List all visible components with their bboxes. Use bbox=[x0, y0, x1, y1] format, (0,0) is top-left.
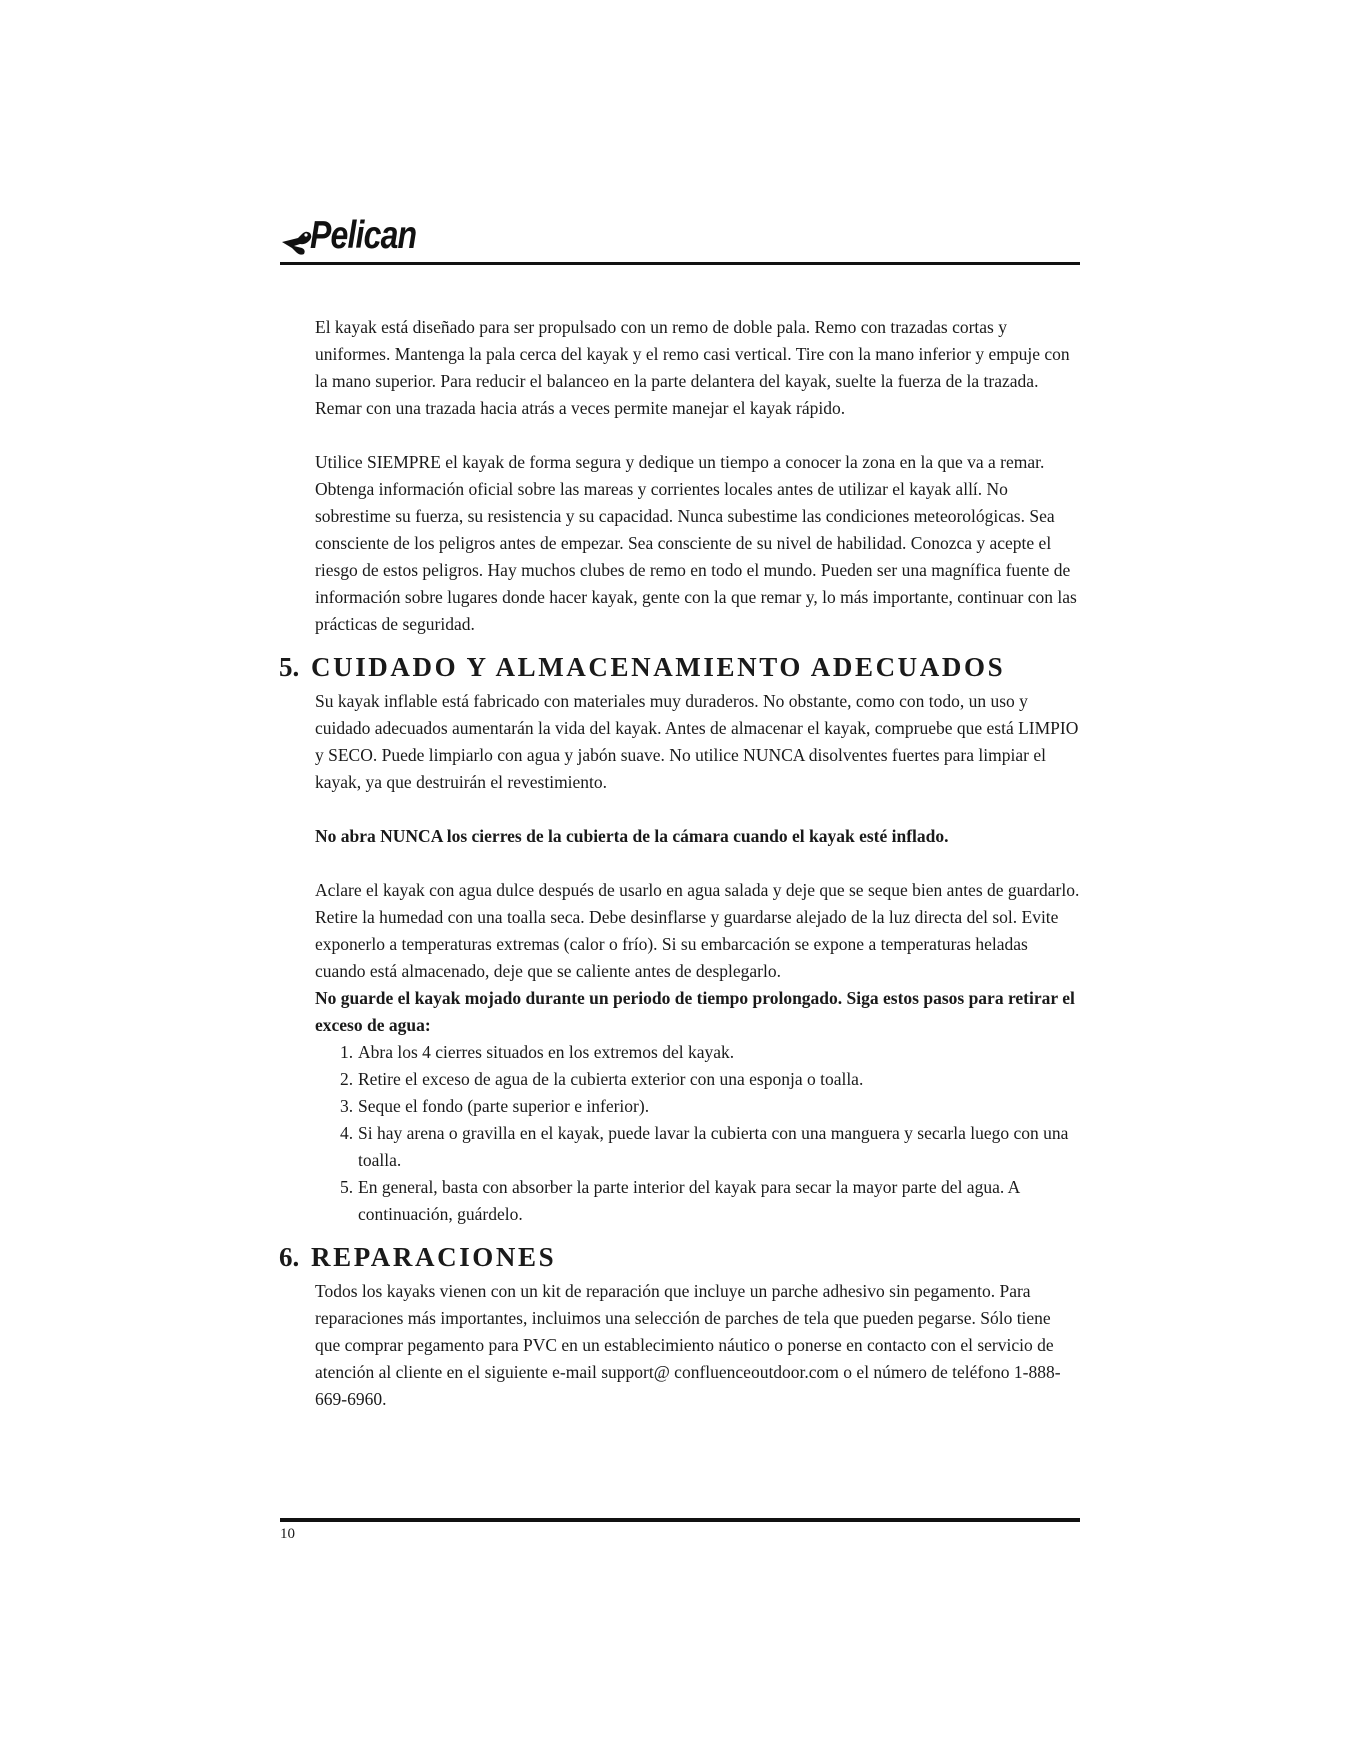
section-heading bbox=[279, 650, 1044, 684]
warning-text: No guarde el kayak mojado durante un periodo de tiempo prolongado. Siga estos pasos para retirar el exceso de agua: bbox=[315, 988, 1075, 1035]
drying-steps-list bbox=[315, 1039, 1080, 1228]
section-title: REPARACIONES bbox=[311, 1242, 557, 1272]
page-content bbox=[279, 314, 1080, 1413]
section-number: 5. bbox=[279, 652, 300, 682]
section-heading bbox=[279, 1240, 1044, 1274]
list-item: 4. Si hay arena o gravilla en el kayak, puede lavar la cubierta con una manguera y secarla luego con una toalla. bbox=[340, 1123, 1069, 1170]
section-number: 6. bbox=[279, 1242, 300, 1272]
section-paragraph: Su kayak inflable está fabricado con materiales muy duraderos. No obstante, como con todo, un uso y cuidado adecuados aumentarán la vida del kayak. Antes de almacenar el kayak, compruebe que está LIMPIO y SECO. Puede limpiarlo con agua y jabón suave. No utilice NUNCA disolventes fuertes para limpiar el kayak, ya que destruirán el revestimiento. bbox=[315, 691, 1079, 792]
warning-text: No abra NUNCA los cierres de la cubierta de la cámara cuando el kayak esté inflado. bbox=[315, 826, 949, 846]
section-title: CUIDADO Y ALMACENAMIENTO ADECUADOS bbox=[311, 652, 1006, 682]
logo-wordmark: Pelican bbox=[310, 214, 417, 257]
page-header bbox=[280, 214, 1080, 264]
list-item: 2. Retire el exceso de agua de la cubierta exterior con una esponja o toalla. bbox=[340, 1069, 864, 1089]
footer-divider bbox=[280, 1518, 1080, 1522]
list-item: 1. Abra los 4 cierres situados en los extremos del kayak. bbox=[340, 1042, 735, 1062]
intro-paragraph: El kayak está diseñado para ser propulsado con un remo de doble pala. Remo con trazadas cortas y uniformes. Mantenga la pala cerca del kayak y el remo casi vertical. Tire con la mano inferior y empuje con la mano superior. Para reducir el balanceo en la parte delantera del kayak, suelte la fuerza de la trazada. Remar con una trazada hacia atrás a veces permite manejar el kayak rápido. bbox=[315, 317, 1070, 418]
header-divider bbox=[280, 262, 1080, 265]
list-item: 3. Seque el fondo (parte superior e inferior). bbox=[340, 1096, 650, 1116]
section-paragraph: Todos los kayaks vienen con un kit de reparación que incluye un parche adhesivo sin pegamento. Para reparaciones más importantes, incluimos una selección de parches de tela que pueden pegarse. Sólo tiene que comprar pegamento para PVC en un establecimiento náutico o ponerse en contacto con el servicio de atención al cliente en el siguiente e-mail support@ confluenceoutdoor.com o el número de teléfono 1-888-669-6960. bbox=[315, 1281, 1061, 1409]
page-number: 10 bbox=[280, 1526, 295, 1542]
intro-paragraph: Utilice SIEMPRE el kayak de forma segura y dedique un tiempo a conocer la zona en la que va a remar. Obtenga información oficial sobre las mareas y corrientes locales antes de utilizar el kayak allí. No sobrestime su fuerza, su resistencia y su capacidad. Nunca subestime las condiciones meteorológicas. Sea consciente de los peligros antes de empezar. Sea consciente de su nivel de habilidad. Conozca y acepte el riesgo de estos peligros. Hay muchos clubes de remo en todo el mundo. Pueden ser una magnífica fuente de información sobre lugares donde hacer kayak, gente con la que remar y, lo más importante, continuar con las prácticas de seguridad. bbox=[315, 452, 1077, 634]
section-paragraph: Aclare el kayak con agua dulce después de usarlo en agua salada y deje que se seque bien antes de guardarlo. Retire la humedad con una toalla seca. Debe desinflarse y guardarse alejado de la luz directa del sol. Evite exponerlo a temperaturas extremas (calor o frío). Si su embarcación se expone a temperaturas heladas cuando está almacenado, deje que se caliente antes de desplegarlo. bbox=[315, 880, 1080, 981]
list-item: 5. En general, basta con absorber la parte interior del kayak para secar la mayor parte del agua. A continuación, guárdelo. bbox=[340, 1177, 1020, 1224]
pelican-logo bbox=[280, 214, 430, 262]
